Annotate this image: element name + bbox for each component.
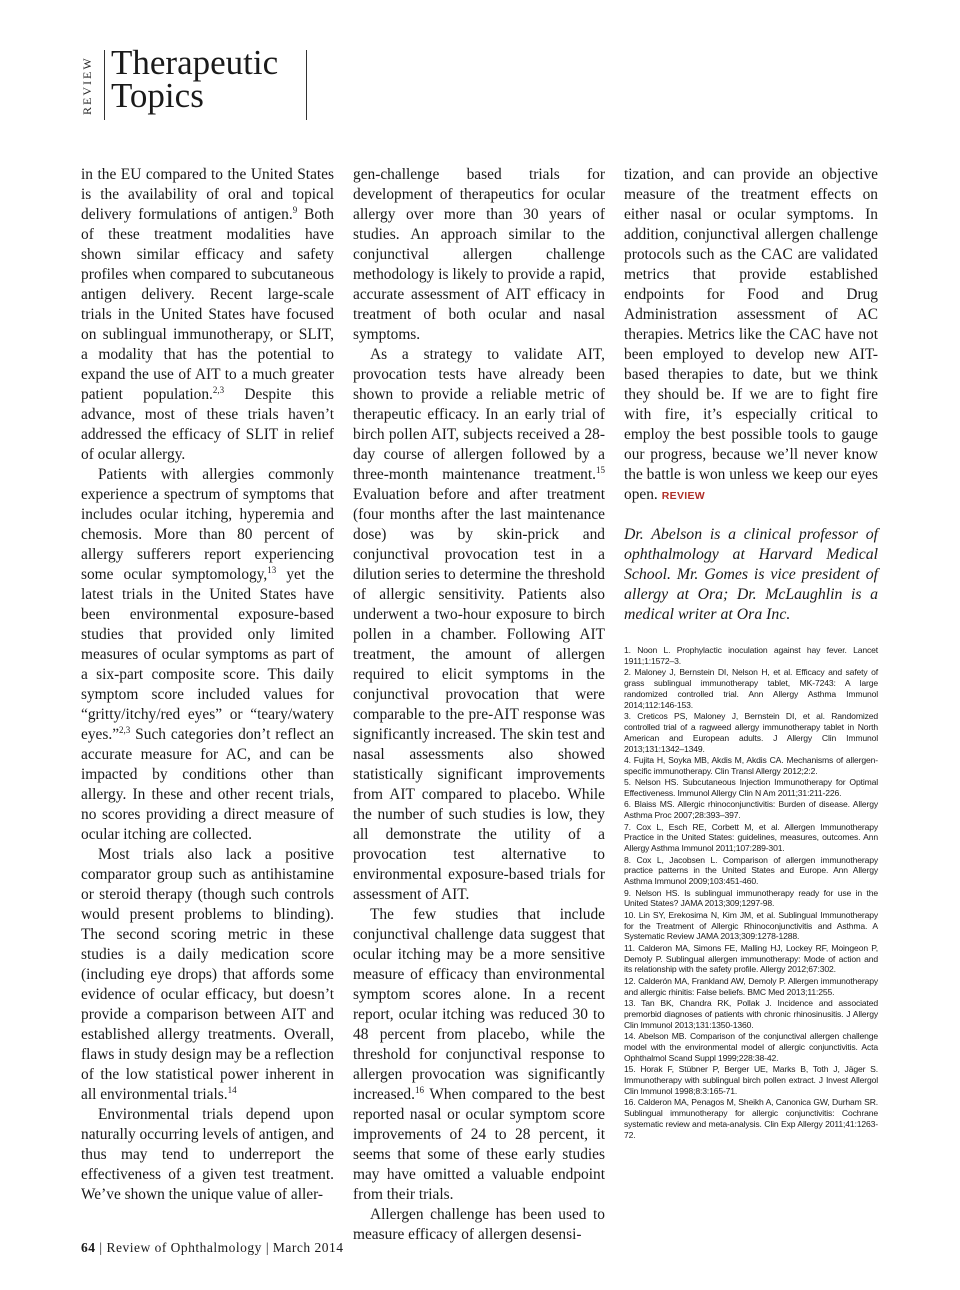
title-line-1: Therapeutic [111,43,279,82]
section-label: REVIEW [80,56,94,116]
author-bio: Dr. Abelson is a clinical professor of ophthalmology at Harvard Medical School. Mr. Gomes is vice president of allergy at Ora; Dr. McLaughlin is a medical writer at Ora Inc. [624,526,878,623]
reference-item: 11. Calderon MA, Simons FE, Malling HJ, Lockey RF, Moingeon P, Demoly P. Sublingual allergen immunotherapy: Mode of action and its relationship with the safety profile. Allergy 2012;67:302. [624,942,878,975]
publication-name: Review of Ophthalmology [106,1240,262,1255]
paragraph: Environmental trials depend upon naturally occurring levels of antigen, and thus may tend to underreport the effectiveness of a given test treatment. We’ve shown the unique value of aller- [81,1106,334,1203]
reference-item: 15. Horak F, Stübner P, Berger UE, Marks B, Toth J, Jäger S. Immunotherapy with sublingual birch pollen extract. J Invest Allergol Clin Immunol 1998;8:3:165-71. [624,1064,878,1096]
paragraph: gen-challenge based trials for development of therapeutics for ocular allergy over more than 30 years of studies. An approach similar to the conjunctival allergen challenge methodology is likely to provide a rapid, accurate assessment of AIT efficacy in treatment of both ocular and nasal symptoms. [353,166,605,343]
references-list [624,645,878,1141]
end-of-article-mark: REVIEW [661,490,705,502]
page-title [111,43,306,115]
paragraph: Patients with allergies commonly experience a spectrum of symptoms that includes ocular itching, hyperemia and chemosis. More than 80 percent of allergy sufferers report experiencing some ocular symptomology,$^{13}$ yet the latest trials in the United States have been environmental exposure-based studies that provided only limited measures of ocular symptoms as part of a six-part composite score. This daily symptom score included values for “gritty/itchy/red eyes” or “teary/watery eyes.”$^{2,3}$ Such categories don’t reflect an accurate measure for AC, and can be impacted by conditions other than allergy. In these and other recent trials, no scores providing a direct measure of ocular itching are collected. [81,466,334,843]
page-number: 64 [81,1240,96,1255]
article-column-1 [81,165,334,1205]
paragraph: As a strategy to validate AIT, provocation tests have already been shown to provide a reliable metric of therapeutic efficacy. In an early trial of birch pollen AIT, subjects received a 28-day course of allergen followed by a three-month maintenance treatment.$^{15}$ Evaluation before and after treatment (four months after the last maintenance dose) was by skin-prick and conjunctival provocation test in a dilution series to determine the threshold of allergic sensitivity. Patients also underwent a two-hour exposure to birch pollen in a chamber. Following AIT treatment, the amount of allergen required to elicit symptoms in the conjunctival provocation that were comparable to the pre-AIT response was significantly increased. The skin test and nasal assessments also showed statistically significant improvements from AIT compared to placebo. While the number of such studies is low, they all demonstrate the utility of a provocation test alternative to environmental exposure-based trials for assessment of AIT. [353,346,605,903]
reference-item: 7. Cox L, Esch RE, Corbett M, et al. Allergen Immunotherapy Practice in the United States: guidelines, measures, outcomes. Ann Allergy Asthma Immunol 2011;107:289-301. [624,821,878,854]
reference-item: 6. Blaiss MS. Allergic rhinoconjunctivitis: Burden of disease. Allergy Asthma Proc 2007;28:393–397. [624,799,878,821]
reference-item: 9. Nelson HS. Is sublingual immunotherapy ready for use in the United States? JAMA 2013;309;1297-98. [624,887,878,909]
paragraph: in the EU compared to the United States is the availability of oral and topical delivery formulations of antigen.$^9$ Both of these treatment modalities have shown similar efficacy and safety profiles when compared to subcutaneous antigen delivery. Recent large-scale trials in the United States have focused on sublingual immunotherapy, or SLIT, a modality that has the potential to expand the use of AIT to a much greater patient population.$^{2,3}$ Despite this advance, most of these trials haven’t addressed the efficacy of SLIT in relief of ocular allergy. [81,166,334,463]
article-column-2 [353,165,605,1245]
article-column-3 [624,165,878,506]
reference-item: 2. Maloney J, Bernstein DI, Nelson H, et al. Efficacy and safety of grass sublingual immunotherapy tablet, MK-7243: A large randomized controlled trial. Ann Allergy Asthma Immunol 2014;112:146-153. [624,667,878,710]
reference-item: 1. Noon L. Prophylactic inoculation against hay fever. Lancet 1911;1:1572–3. [624,645,878,666]
issue-date: March 2014 [272,1240,344,1255]
header-divider-right [306,50,307,120]
page-footer [81,1240,344,1256]
paragraph: Most trials also lack a positive comparator group such as antihistamine or steroid therapy (though such controls would present problems to blinding). The second scoring metric in these studies is a daily medication score (including eye drops) that affords some evidence of ocular efficacy, but doesn’t provide a comparison between AIT and established allergy treatments. Overall, flaws in study design may be a reflection of the low statistical power inherent in all environmental trials.$^{14}$ [81,846,334,1103]
paragraph: tization, and can provide an objective measure of the treatment effects on either nasal or ocular symptoms. In addition, conjunctival allergen challenge protocols such as the CAC are validated metrics that provide established endpoints for Food and Drug Administration assessment of AC therapies. Metrics like the CAC have not been employed to develop new AIT-based therapies to date, but we think they should be. If we are to fight fire with fire, it’s especially critical to employ the best possible tools to gauge our progress, because we’ll never know the battle is won unless we keep our eyes open. REVIEW [624,166,878,503]
reference-item: 4. Fujita H, Soyka MB, Akdis M, Akdis CA. Mechanisms of allergen-specific immunotherapy. Clin Transl Allergy 2012;2:2. [624,754,878,776]
header-divider-left [104,50,105,120]
paragraph: Allergen challenge has been used to measure efficacy of allergen desensi- [353,1206,605,1243]
reference-item: 12. Calderón MA, Frankland AW, Demoly P. Allergen immunotherapy and allergic rhinitis: False beliefs. BMC Med 2013;11:255. [624,975,878,997]
reference-item: 16. Calderon MA, Penagos M, Sheikh A, Canonica GW, Durham SR. Sublingual immunotherapy for allergic conjunctivitis: Cochrane systematic review and meta-analysis. Clin Exp Allergy 2011;41:1263-72. [624,1097,878,1140]
footer-separator: | [265,1240,270,1255]
paragraph: The few studies that include conjunctival challenge data suggest that ocular itching may be a more sensitive measure of efficacy than environmental symptom scores alone. In a recent report, ocular itching was reduced 30 to 48 percent from placebo, while the threshold for conjunctival response to allergen provocation was significantly increased.$^{16}$ When compared to the best reported nasal or ocular symptom score improvements of 24 to 28 percent, it seems that some of these early studies may have omitted a valuable endpoint from their trials. [353,906,605,1203]
reference-item: 13. Tan BK, Chandra RK, Pollak J. Incidence and associated premorbid diagnoses of patients with chronic rhinosinusitis. J Allergy Clin Immunol 2013;131:1350-1360. [624,998,878,1030]
reference-item: 5. Nelson HS. Subcutaneous Injection Immunotherapy for Optimal Effectiveness. Immunol Allergy Clin N Am 2011;31:211-226. [624,777,878,798]
reference-item: 8. Cox L, Jacobsen L. Comparison of allergen immunotherapy practice patterns in the United States and Europe. Ann Allergy Asthma Immunol 2009;103:451-460. [624,854,878,887]
title-line-2: Topics [111,76,204,115]
reference-item: 14. Abelson MB. Comparison of the conjunctival allergen challenge model with the environmental model of allergic conjunctivitis. Acta Ophthalmol Scand Suppl 1999;228:38-42. [624,1031,878,1063]
reference-item: 3. Creticos PS, Maloney J, Bernstein DI, et al. Randomized controlled trial of a ragweed allergy immunotherapy tablet in North American and European adults. J Allergy Clin Immunol 2013;131:1342–1349. [624,711,878,754]
footer-separator: | [99,1240,103,1255]
reference-item: 10. Lin SY, Erekosima N, Kim JM, et al. Sublingual Immunotherapy for the Treatment of Allergic Rhinoconjunctivitis and Asthma. A Systematic Review JAMA 2013;309:1278-1288. [624,909,878,942]
